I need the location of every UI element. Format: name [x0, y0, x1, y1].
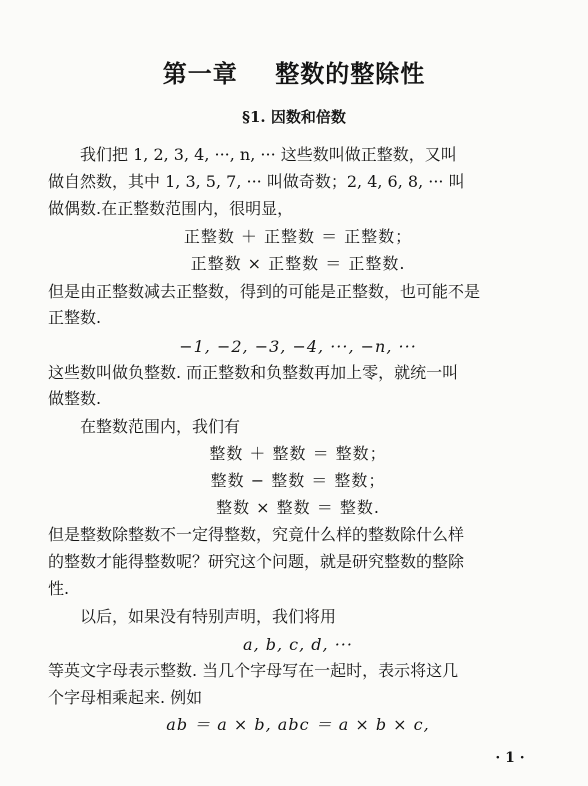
- paragraph-line: 等英文字母表示整数. 当几个字母写在一起时，表示将这几: [48, 661, 459, 680]
- page-number: · 1 ·: [495, 750, 525, 766]
- paragraph-line: 正整数.: [48, 308, 102, 327]
- paragraph-line: 做自然数，其中 1, 3, 5, 7, ··· 叫做奇数；2, 4, 6, 8, ··· 叫: [48, 172, 465, 191]
- product-example-line: ab ＝ a × b, abc ＝ a × b × c,: [166, 715, 430, 734]
- paragraph-line: 在整数范围内，我们有: [80, 417, 241, 436]
- equation-line: 整数 − 整数 ＝ 整数；: [210, 471, 386, 490]
- paragraph-line: 但是由正整数减去正整数，得到的可能是正整数，也可能不是: [48, 282, 481, 301]
- letters-line: a, b, c, d, ···: [243, 635, 353, 654]
- section-title: §1. 因数和倍数: [242, 108, 346, 126]
- paragraph-line: 以后，如果没有特别声明，我们将用: [80, 607, 337, 626]
- paragraph-line: 这些数叫做负整数. 而正整数和负整数再加上零，就统一叫: [48, 363, 459, 382]
- paragraph-line: 我们把 1, 2, 3, 4, ···, n, ··· 这些数叫做正整数，又叫: [80, 145, 457, 164]
- paragraph-line: 的整数才能得整数呢？研究这个问题，就是研究整数的整除: [48, 552, 465, 571]
- equation-line: 整数 ＋ 整数 ＝ 整数；: [209, 444, 387, 463]
- paragraph-line: 但是整数除整数不一定得整数，究竟什么样的整数除什么样: [48, 525, 465, 544]
- chapter-title: 第一章 整数的整除性: [162, 59, 426, 88]
- equation-line: 正整数 × 正整数 ＝ 正整数.: [190, 254, 406, 273]
- paragraph-line: 个字母相乘起来. 例如: [48, 688, 203, 707]
- equation-line: 正整数 ＋ 正整数 ＝ 正整数；: [183, 227, 413, 246]
- paragraph-line: 做整数.: [48, 389, 102, 408]
- equation-line: 整数 × 整数 ＝ 整数.: [216, 498, 380, 517]
- paragraph-line: 做偶数.在正整数范围内，很明显，: [48, 199, 294, 218]
- negative-integers-line: −1, −2, −3, −4, ···, −n, ···: [179, 337, 417, 356]
- paragraph-line: 性.: [48, 579, 70, 598]
